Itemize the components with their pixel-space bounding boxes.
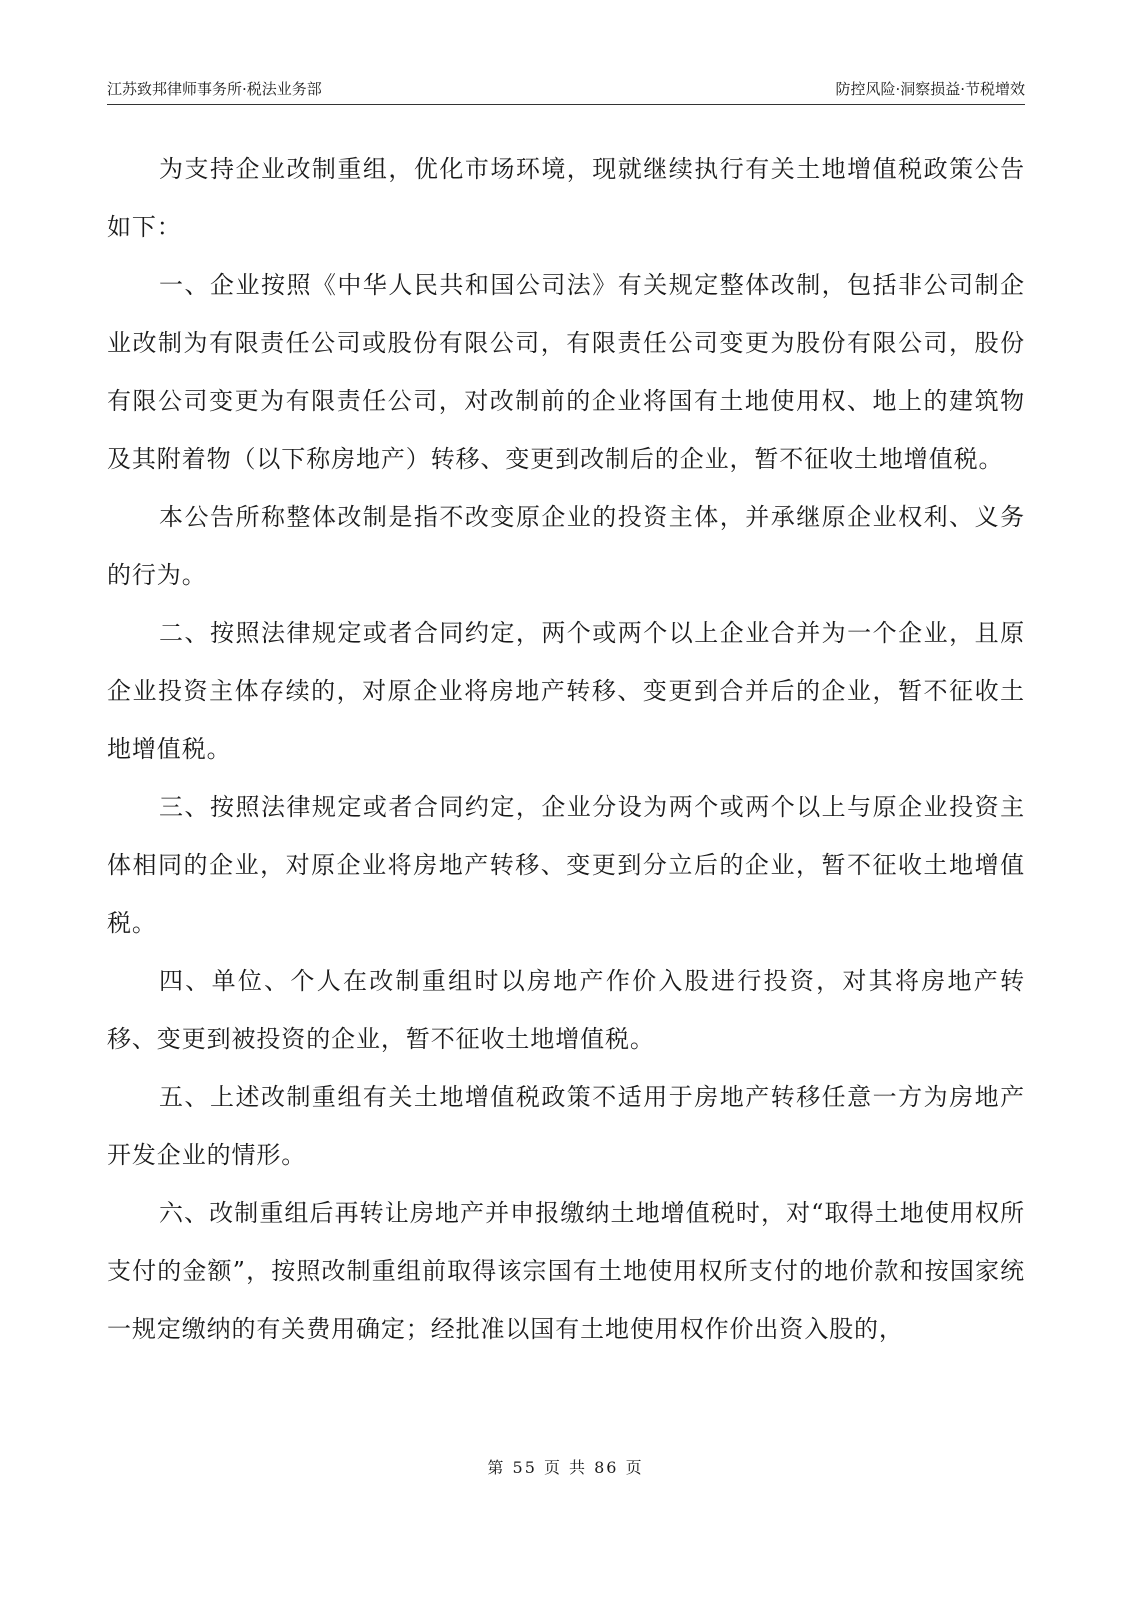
paragraph-article-3: 三、按照法律规定或者合同约定，企业分设为两个或两个以上与原企业投资主体相同的企业，对原企业将房地产转移、变更到分立后的企业，暂不征收土地增值税。: [107, 793, 1025, 937]
page-number: 第 55 页 共 86 页: [487, 1458, 644, 1477]
paragraph-intro: 为支持企业改制重组，优化市场环境，现就继续执行有关土地增值税政策公告如下：: [107, 155, 1025, 241]
paragraph-article-5: 五、上述改制重组有关土地增值税政策不适用于房地产转移任意一方为房地产开发企业的情形。: [107, 1083, 1025, 1169]
paragraph-article-1-definition: 本公告所称整体改制是指不改变原企业的投资主体，并承继原企业权利、义务的行为。: [107, 503, 1025, 589]
header-firm-name: 江苏致邦律师事务所·税法业务部: [107, 80, 322, 98]
paragraph-article-4: 四、单位、个人在改制重组时以房地产作价入股进行投资，对其将房地产转移、变更到被投资的企业，暂不征收土地增值税。: [107, 967, 1025, 1053]
page-header: [107, 78, 1025, 105]
header-slogan: 防控风险·洞察损益·节税增效: [835, 80, 1025, 98]
paragraph-article-1: 一、企业按照《中华人民共和国公司法》有关规定整体改制，包括非公司制企业改制为有限责任公司或股份有限公司，有限责任公司变更为股份有限公司，股份有限公司变更为有限责任公司，对改制前的企业将国有土地使用权、地上的建筑物及其附着物（以下称房地产）转移、变更到改制后的企业，暂不征收土地增值税。: [107, 271, 1025, 473]
document-body: [107, 140, 1025, 1358]
paragraph-article-6: 六、改制重组后再转让房地产并申报缴纳土地增值税时，对“取得土地使用权所支付的金额”，按照改制重组前取得该宗国有土地使用权所支付的地价款和按国家统一规定缴纳的有关费用确定；经批准以国有土地使用权作价出资入股的，: [107, 1199, 1025, 1343]
paragraph-article-2: 二、按照法律规定或者合同约定，两个或两个以上企业合并为一个企业，且原企业投资主体存续的，对原企业将房地产转移、变更到合并后的企业，暂不征收土地增值税。: [107, 619, 1025, 763]
